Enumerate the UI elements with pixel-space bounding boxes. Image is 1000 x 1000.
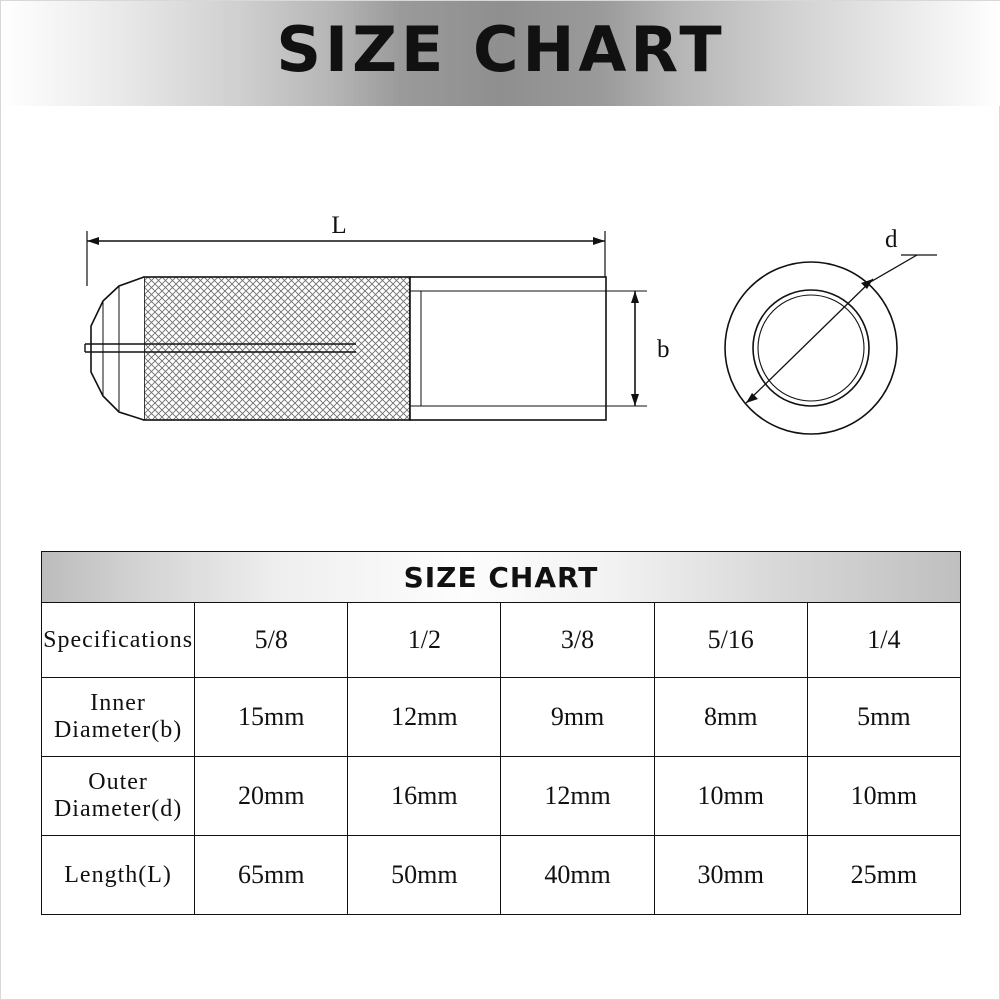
- inner-diameter-label: b: [657, 336, 670, 363]
- table-row: [42, 757, 961, 836]
- header-cell-size-4: 5/16: [654, 603, 807, 678]
- size-chart-table-wrap: [41, 551, 961, 915]
- cell-inner-3: 9mm: [501, 678, 654, 757]
- collet-side-view: [85, 231, 647, 420]
- row-label-inner-diameter: Inner Diameter(b): [42, 678, 195, 757]
- technical-drawing: [1, 151, 1000, 521]
- cell-inner-2: 12mm: [348, 678, 501, 757]
- cell-outer-2: 16mm: [348, 757, 501, 836]
- header-cell-size-1: 5/8: [195, 603, 348, 678]
- cell-outer-1: 20mm: [195, 757, 348, 836]
- cell-inner-4: 8mm: [654, 678, 807, 757]
- cell-inner-5: 5mm: [807, 678, 960, 757]
- header-cell-specifications: Specifications: [42, 603, 195, 678]
- inner-diameter-dimension: [601, 291, 647, 406]
- cell-inner-1: 15mm: [195, 678, 348, 757]
- cell-outer-3: 12mm: [501, 757, 654, 836]
- table-row: [42, 836, 961, 915]
- row-label-length: Length(L): [42, 836, 195, 915]
- table-row: [42, 678, 961, 757]
- outer-diameter-label: d: [885, 226, 898, 253]
- cell-length-4: 30mm: [654, 836, 807, 915]
- table-title: SIZE CHART: [42, 552, 961, 603]
- header-cell-size-5: 1/4: [807, 603, 960, 678]
- length-label: L: [331, 212, 347, 239]
- page-title: SIZE CHART: [276, 13, 726, 86]
- row-label-outer-diameter: Outer Diameter(d): [42, 757, 195, 836]
- header-cell-size-3: 3/8: [501, 603, 654, 678]
- cell-length-2: 50mm: [348, 836, 501, 915]
- collet-end-view: [725, 255, 937, 434]
- table-header-row: [42, 603, 961, 678]
- size-chart-table: [41, 551, 961, 915]
- cell-outer-4: 10mm: [654, 757, 807, 836]
- cell-outer-5: 10mm: [807, 757, 960, 836]
- cell-length-5: 25mm: [807, 836, 960, 915]
- header-cell-size-2: 1/2: [348, 603, 501, 678]
- table-title-row: [42, 552, 961, 603]
- cell-length-3: 40mm: [501, 836, 654, 915]
- cell-length-1: 65mm: [195, 836, 348, 915]
